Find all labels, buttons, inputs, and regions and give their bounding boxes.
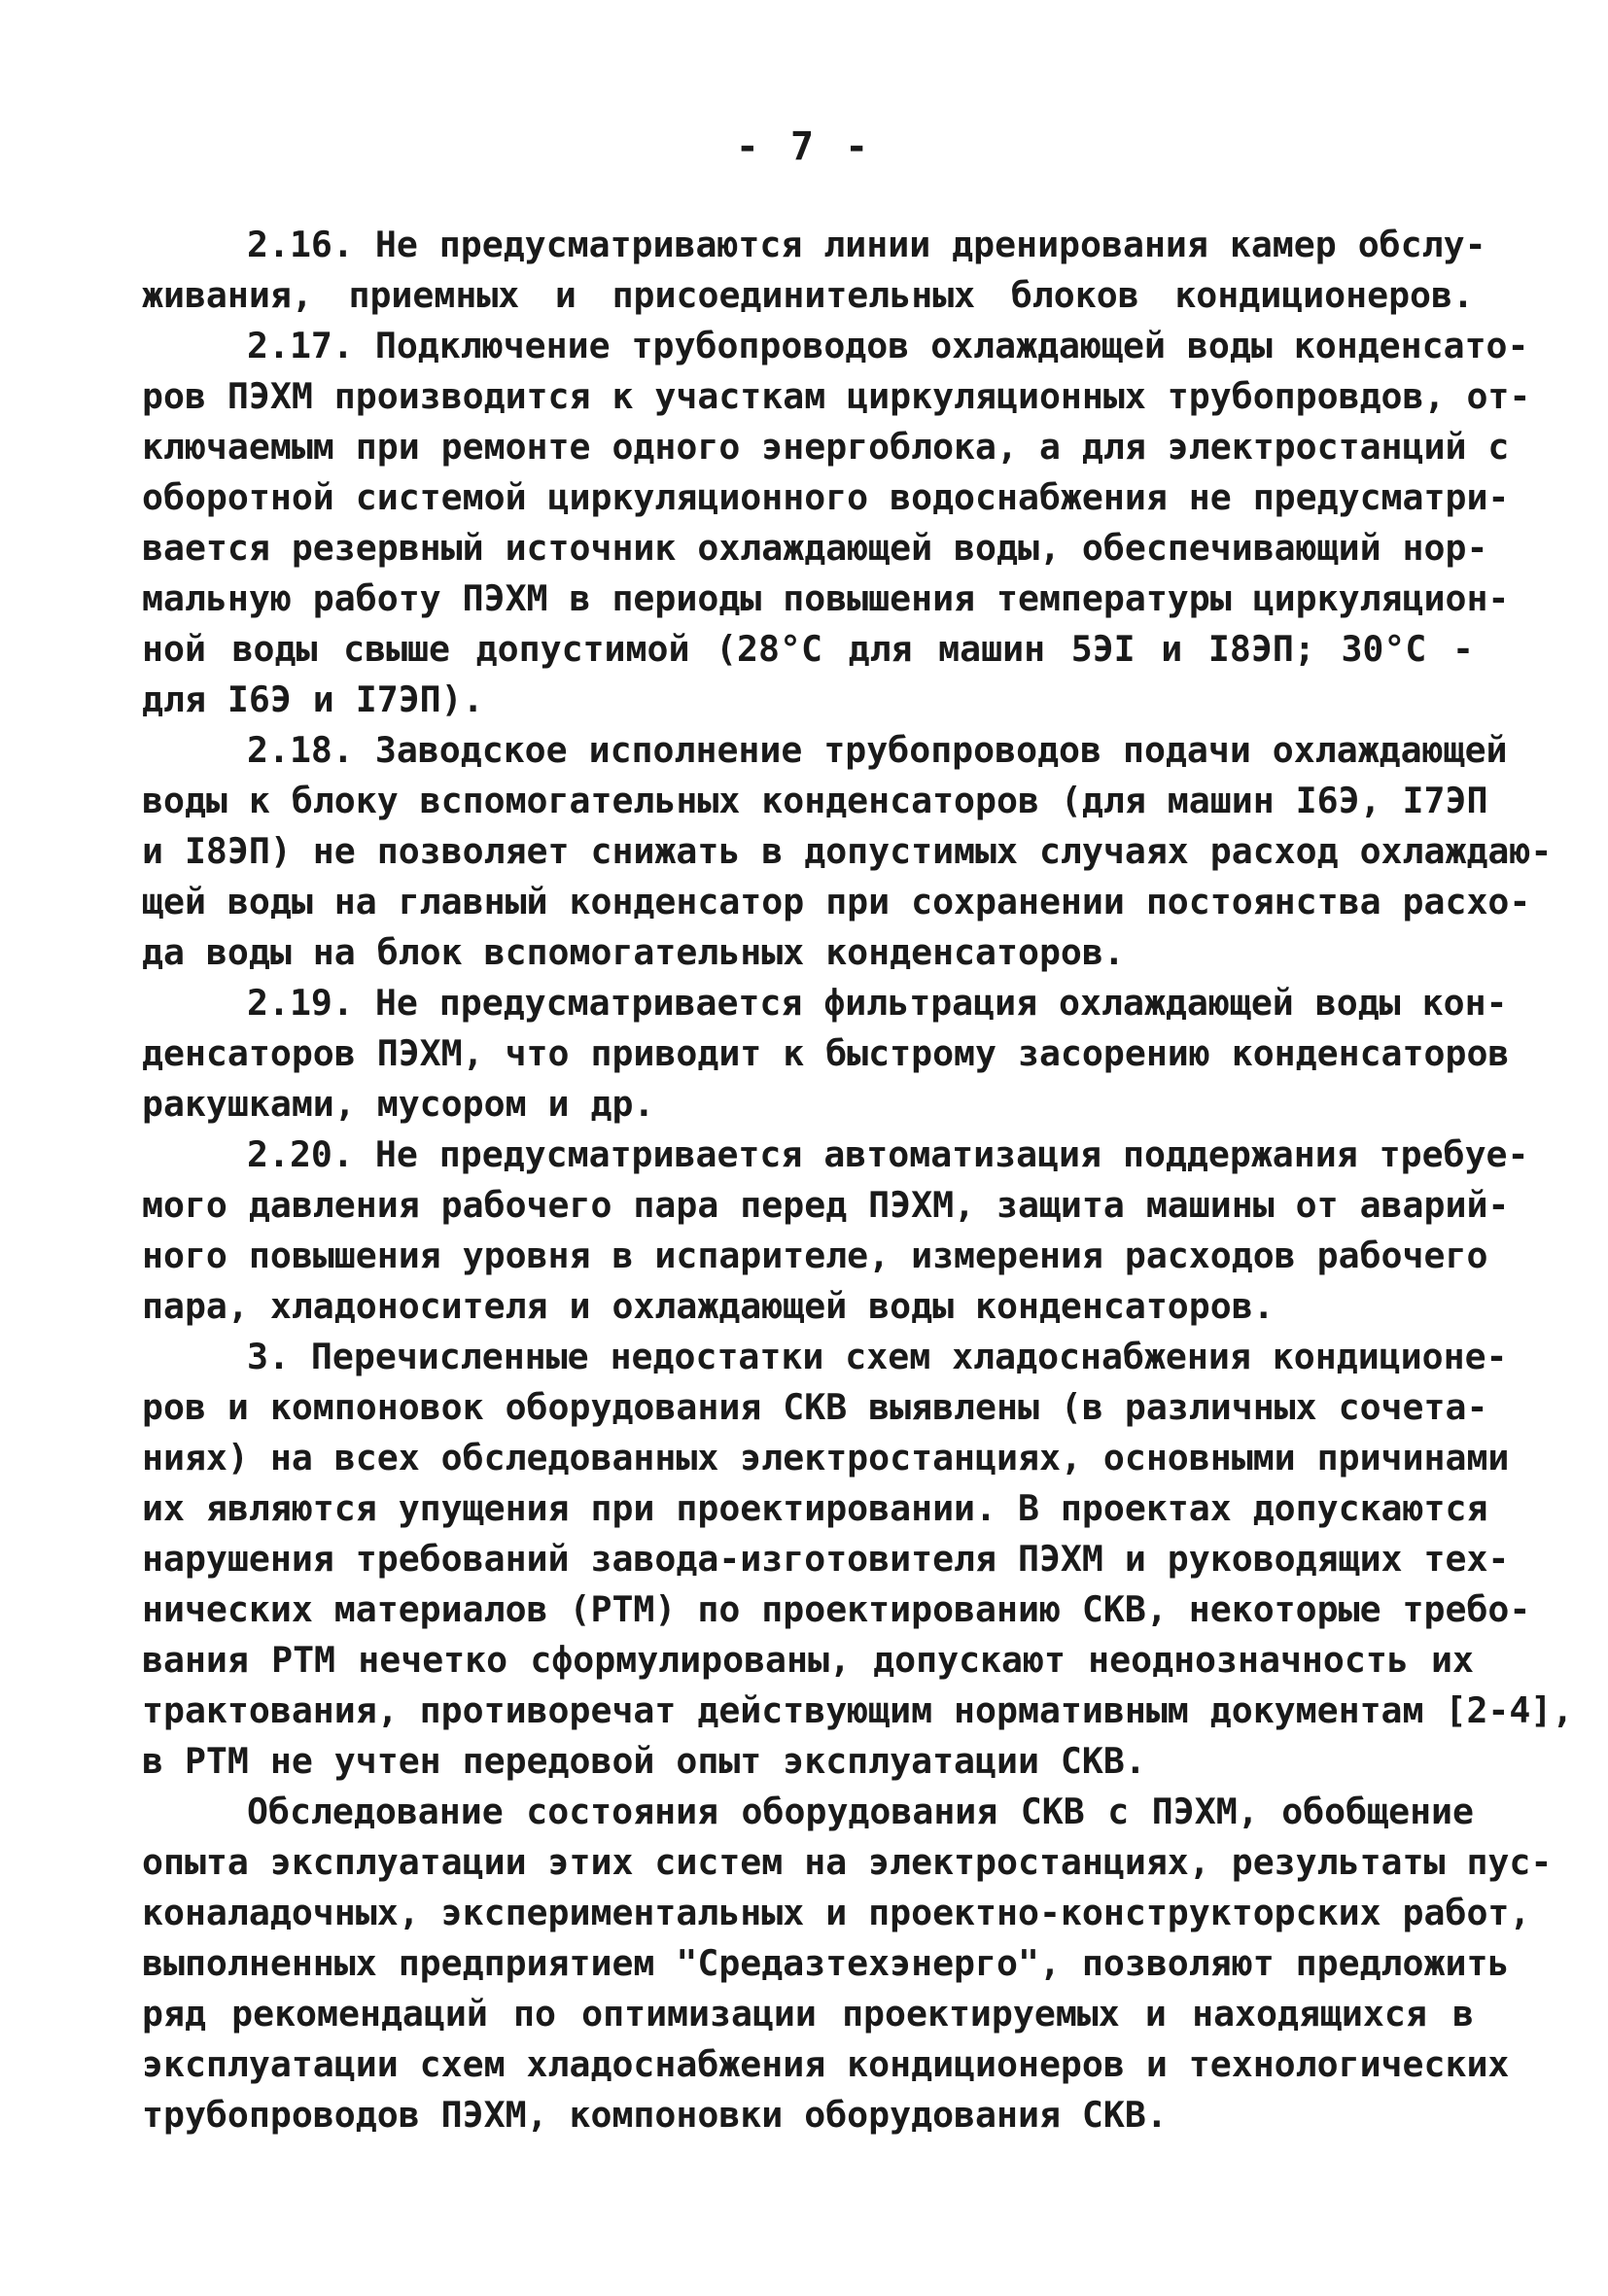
text-line: ракушками, мусором и др. [142, 1083, 655, 1125]
text-line: ниях) на всех обследованных электростанциях, основными причинами [142, 1437, 1510, 1478]
text-line: ряд рекомендаций по оптимизации проектируемых и находящихся в [142, 1993, 1474, 2035]
text-line: Обследование состояния оборудования СКВ с ПЭХМ, обобщение [247, 1791, 1474, 1832]
text-line: ного повышения уровня в испарителе, измерения расходов рабочего [142, 1235, 1488, 1276]
text-line: 2.17. Подключение трубопроводов охлаждающей воды конденсато- [247, 325, 1529, 366]
text-line: трактования, противоречат действующим нормативным документам [2-4], [142, 1689, 1574, 1731]
text-line: 2.16. Не предусматриваются линии дренирования камер обслу- [247, 224, 1486, 265]
text-line: ной воды свыше допустимой (28°С для машин 5ЭI и I8ЭП; 30°С - [142, 628, 1474, 670]
text-line: вается резервный источник охлаждающей воды, обеспечивающий нор- [142, 527, 1488, 569]
text-line: 2.20. Не предусматривается автоматизация поддержания требуе- [247, 1133, 1529, 1175]
text-line: ключаемым при ремонте одного энергоблока, а для электростанций с [142, 426, 1510, 468]
text-line: воды к блоку вспомогательных конденсаторов (для машин I6Э, I7ЭП [142, 780, 1488, 821]
text-line: эксплуатации схем хладоснабжения кондиционеров и технологических [142, 2043, 1510, 2085]
text-line: в РТМ не учтен передовой опыт эксплуатации СКВ. [142, 1740, 1146, 1782]
text-line: живания, приемных и присоединительных блоков кондиционеров. [142, 274, 1474, 316]
text-line: пара, хладоносителя и охлаждающей воды конденсаторов. [142, 1285, 1275, 1327]
text-line: нарушения требований завода-изготовителя ПЭХМ и руководящих тех- [142, 1538, 1510, 1580]
text-line: щей воды на главный конденсатор при сохранении постоянства расхо- [142, 881, 1531, 922]
text-line: для I6Э и I7ЭП). [142, 678, 484, 720]
text-line: и I8ЭП) не позволяет снижать в допустимых случаях расход охлаждаю- [142, 830, 1553, 872]
text-line: мого давления рабочего пара перед ПЭХМ, защита машины от аварий- [142, 1184, 1510, 1226]
text-line: их являются упущения при проектировании. В проектах допускаются [142, 1487, 1488, 1529]
text-line: выполненных предприятием "Средазтехэнерго", позволяют предложить [142, 1942, 1510, 1984]
text-line: 2.19. Не предусматривается фильтрация охлаждающей воды кон- [247, 982, 1508, 1024]
text-line: коналадочных, экспериментальных и проектно-конструкторских работ, [142, 1892, 1531, 1933]
text-line: денсаторов ПЭХМ, что приводит к быстрому засорению конденсаторов [142, 1032, 1510, 1074]
text-line: ров и компоновок оборудования СКВ выявлены (в различных сочета- [142, 1386, 1488, 1428]
text-line: 2.18. Заводское исполнение трубопроводов подачи охлаждающей [247, 729, 1508, 771]
text-line: да воды на блок вспомогательных конденсаторов. [142, 931, 1125, 973]
text-line: трубопроводов ПЭХМ, компоновки оборудования СКВ. [142, 2094, 1168, 2136]
page-number: - 7 - [735, 124, 873, 169]
text-line: оборотной системой циркуляционного водоснабжения не предусматри- [142, 476, 1510, 518]
text-line: мальную работу ПЭХМ в периоды повышения температуры циркуляцион- [142, 577, 1510, 619]
text-line: ров ПЭХМ производится к участкам циркуляционных трубопровдов, от- [142, 375, 1531, 417]
text-line: 3. Перечисленные недостатки схем хладоснабжения кондиционе- [247, 1336, 1508, 1377]
text-line: вания РТМ нечетко сформулированы, допускают неоднозначность их [142, 1639, 1474, 1681]
text-line: опыта эксплуатации этих систем на электростанциях, результаты пус- [142, 1841, 1553, 1883]
text-line: нических материалов (РТМ) по проектированию СКВ, некоторые требо- [142, 1588, 1531, 1630]
